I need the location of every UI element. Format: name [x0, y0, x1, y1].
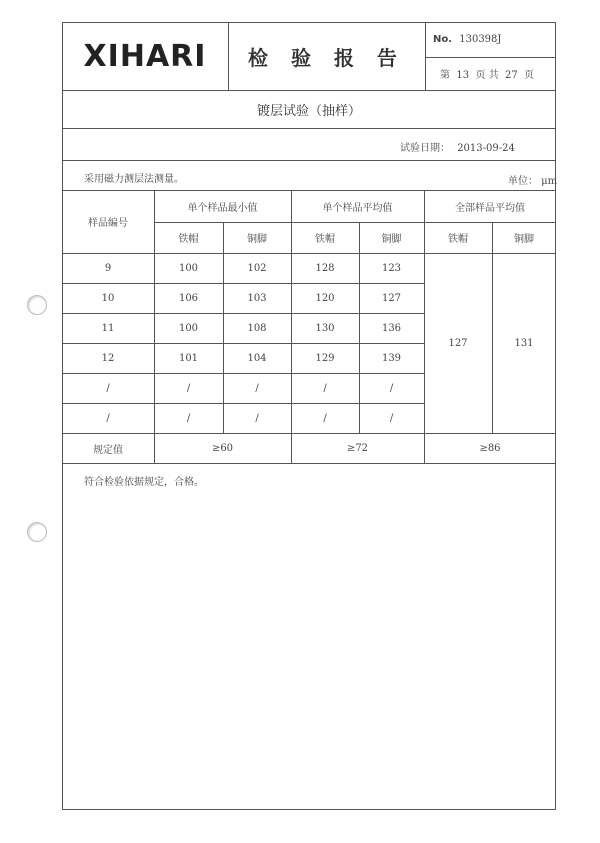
header-min-cap: 铁帽 — [178, 234, 199, 245]
row-3-no: 11 — [101, 322, 115, 334]
row-4-no: 12 — [101, 352, 115, 364]
row-3-min-foot: 108 — [247, 322, 267, 334]
page-info: 第 13 页 共 27 页 — [440, 70, 535, 81]
row-6-avg-cap: / — [323, 412, 327, 424]
row-2-min-cap: 106 — [178, 292, 199, 304]
row-4-min-cap: 101 — [178, 352, 199, 364]
punch-hole-bottom — [27, 522, 47, 542]
row-4-min-foot: 104 — [247, 352, 267, 364]
row-5-avg-cap: / — [323, 382, 327, 394]
row-3-avg-foot: 136 — [381, 322, 402, 334]
header-avg-foot: 铜脚 — [381, 234, 402, 245]
row-2-no: 10 — [101, 292, 115, 304]
row-6-min-cap: / — [186, 412, 191, 424]
report-number — [433, 34, 501, 45]
header-all-foot: 铜脚 — [514, 234, 534, 245]
test-date-value: 2013-09-24 — [457, 143, 515, 154]
row-6-no: / — [106, 412, 110, 424]
conclusion-text: 符合检验依据规定，合格。 — [84, 477, 204, 488]
row-5-min-cap: / — [186, 382, 191, 394]
header-group-avg: 单个样品平均值 — [322, 202, 393, 214]
row-4-avg-cap: 129 — [315, 352, 335, 364]
overall-avg-cap: 127 — [448, 337, 468, 349]
row-5-no: / — [106, 382, 110, 394]
test-date-label: 试验日期： — [400, 143, 450, 154]
spec-avg-value: ≥72 — [346, 442, 369, 454]
header-sample-no: 样品编号 — [88, 218, 128, 229]
punch-hole-top — [27, 295, 47, 315]
row-2-avg-cap: 120 — [315, 292, 335, 304]
row-3-min-cap: 100 — [178, 322, 199, 334]
row-1-min-foot: 102 — [247, 262, 267, 274]
row-1-avg-cap: 128 — [315, 262, 335, 274]
row-2-min-foot: 103 — [247, 292, 267, 304]
header-group-min: 单个样品最小值 — [187, 202, 258, 214]
spec-min-value: ≥60 — [211, 442, 234, 454]
no-label: No. — [433, 34, 453, 45]
overall-avg-foot: 131 — [514, 337, 534, 349]
unit-text: 单位： μm — [508, 176, 558, 187]
report-no-value: 130398J — [459, 34, 502, 45]
header-min-foot: 铜脚 — [247, 234, 267, 245]
row-4-avg-foot: 139 — [381, 352, 402, 364]
row-6-avg-foot: / — [389, 412, 394, 424]
row-6-min-foot: / — [255, 412, 259, 424]
spec-all-value: ≥86 — [479, 442, 501, 454]
company-logo: XIHARI — [83, 38, 207, 74]
method-text: 采用磁力测层法测量。 — [84, 174, 184, 185]
spec-label: 规定值 — [93, 444, 123, 456]
row-3-avg-cap: 130 — [315, 322, 335, 334]
header-all-cap: 铁帽 — [448, 234, 468, 245]
row-5-min-foot: / — [255, 382, 259, 394]
row-5-avg-foot: / — [389, 382, 394, 394]
row-1-min-cap: 100 — [178, 262, 199, 274]
header-group-all: 全部样品平均值 — [455, 202, 525, 214]
test-date — [400, 139, 515, 154]
row-1-avg-foot: 123 — [381, 262, 402, 274]
report-title: 检 验 报 告 — [248, 45, 405, 70]
row-1-no: 9 — [104, 262, 112, 274]
section-title: 镀层试验（抽样） — [256, 103, 361, 119]
row-2-avg-foot: 127 — [381, 292, 402, 304]
header-avg-cap: 铁帽 — [315, 234, 335, 245]
